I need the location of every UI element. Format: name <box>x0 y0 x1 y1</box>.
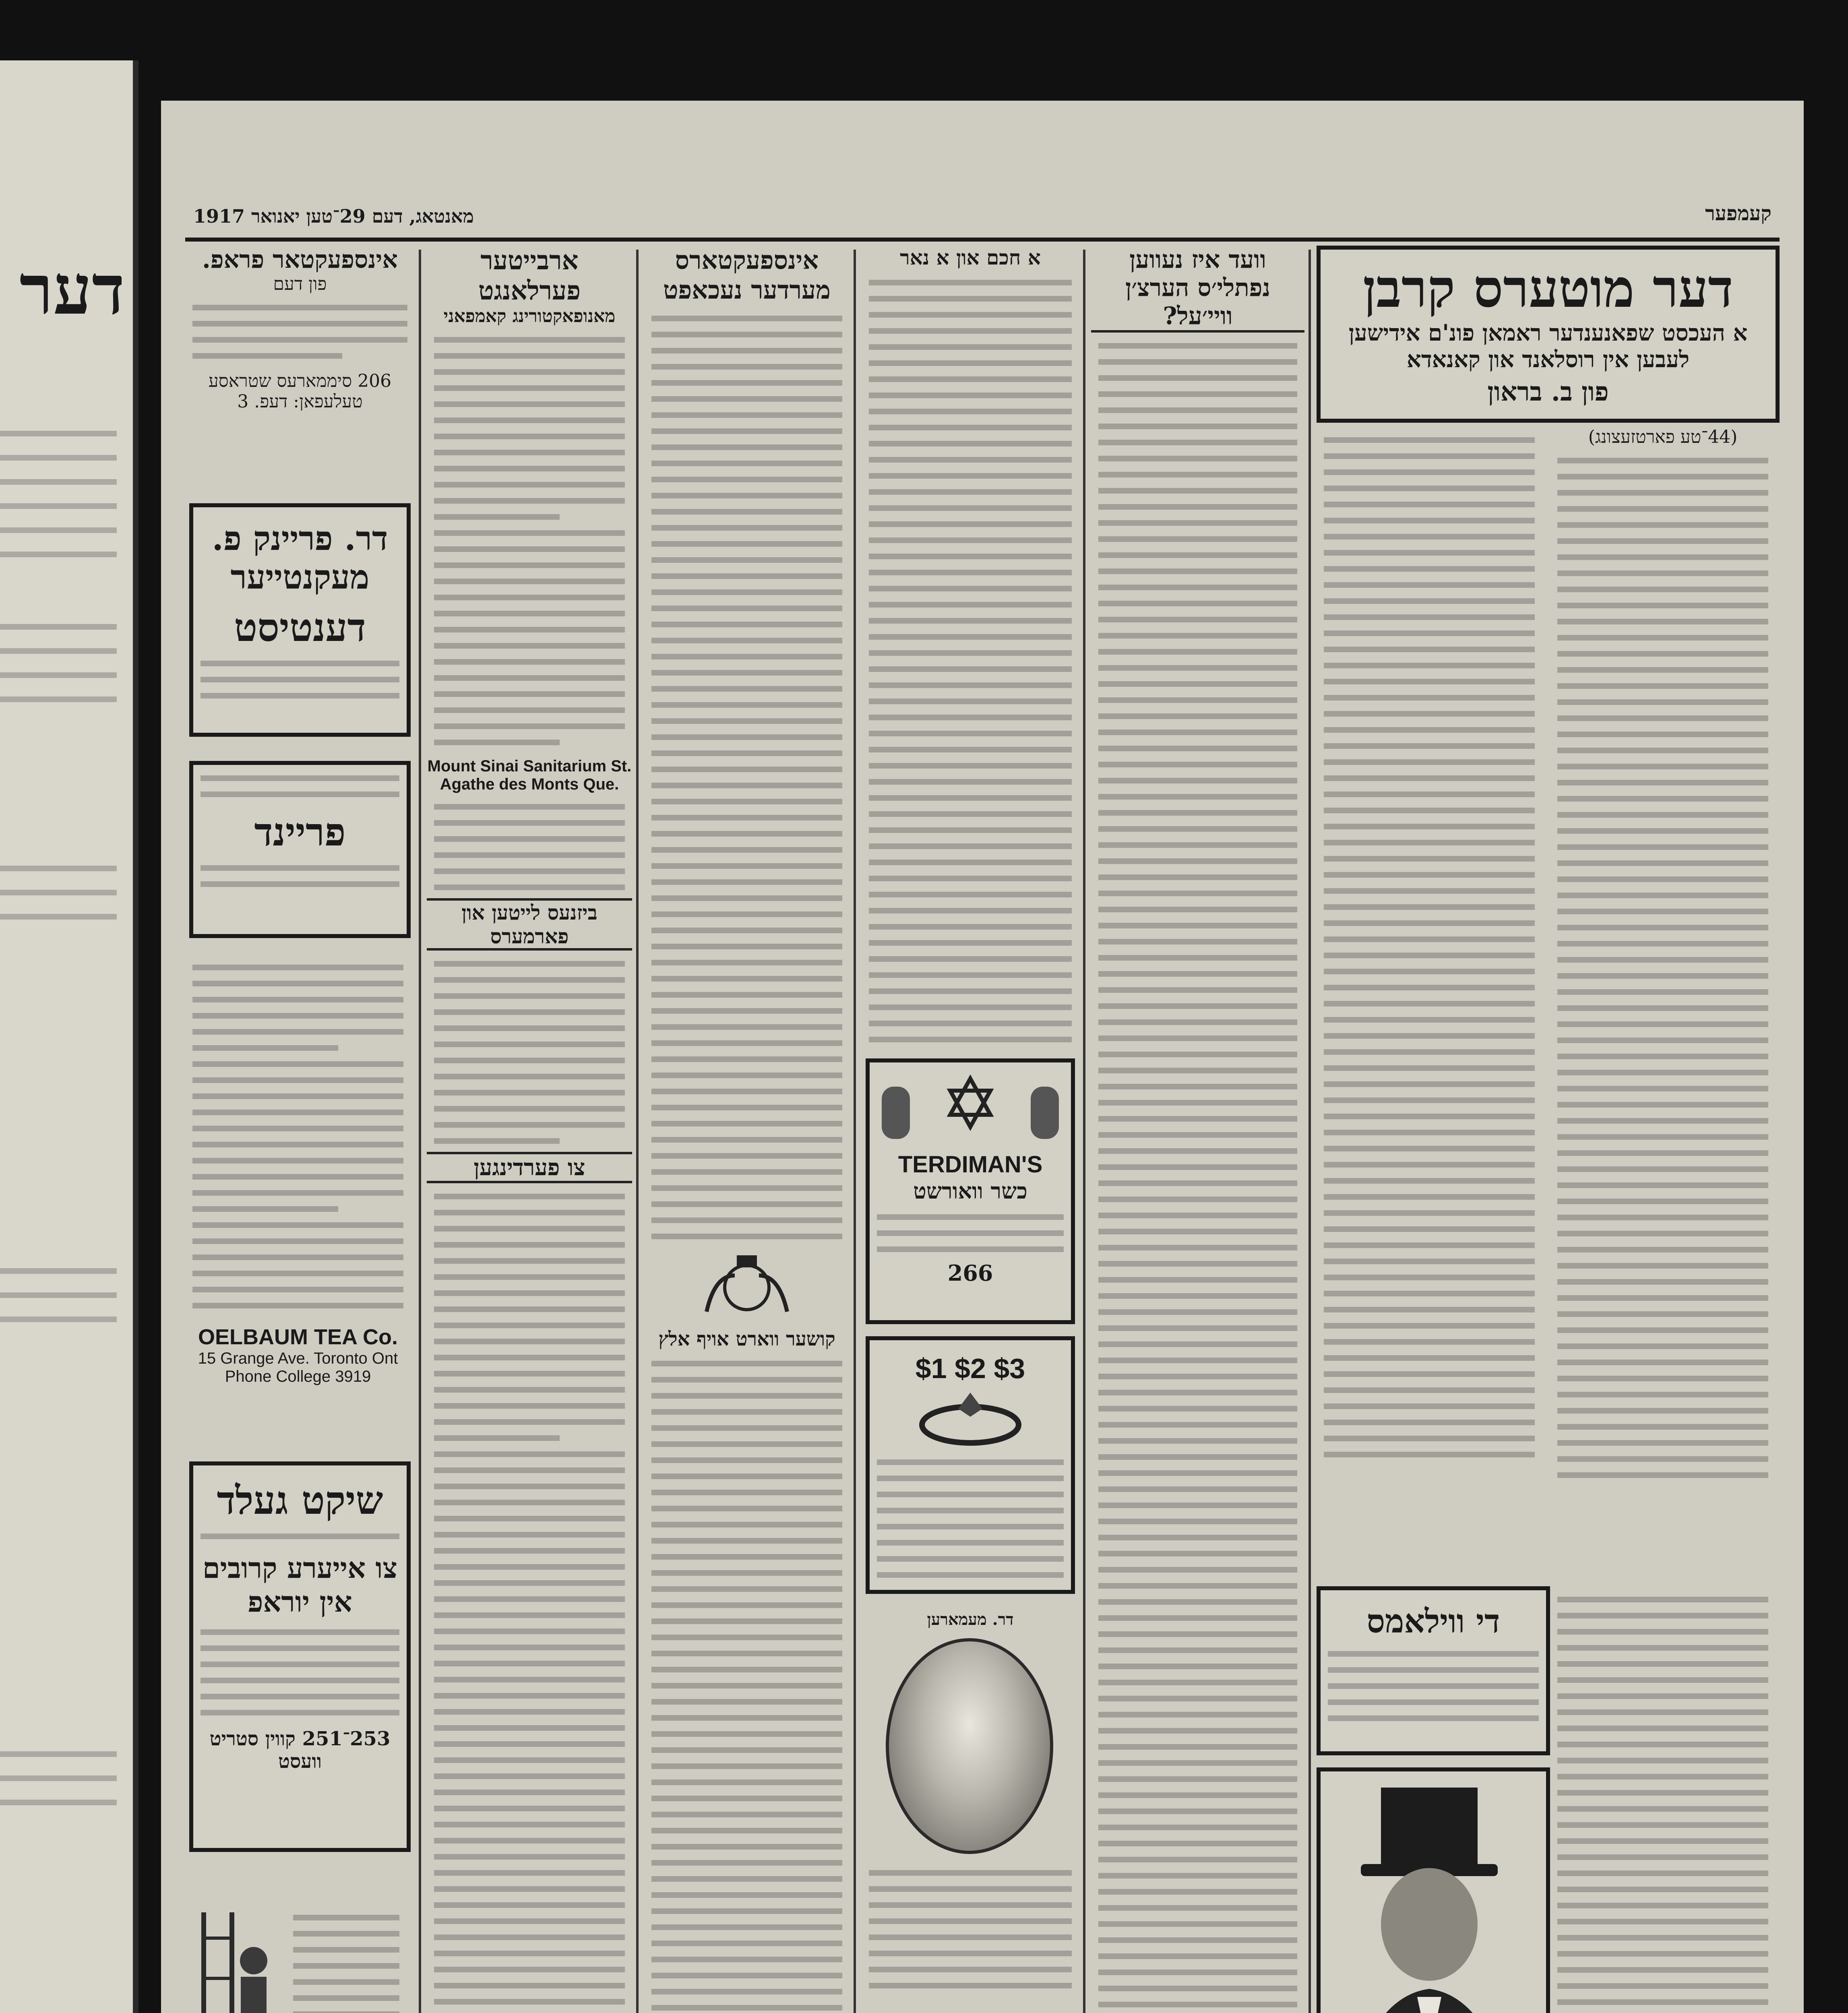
money-address: 253־251 קווין סטריט וועסט <box>209 1728 391 1773</box>
tea-phone: Phone College 3919 <box>225 1368 371 1385</box>
previous-page-sliver <box>0 60 138 2013</box>
terdimans-label: כשר וואורשט <box>913 1178 1027 1204</box>
portrait-photo <box>886 1638 1053 1854</box>
column-rule <box>419 250 421 2013</box>
header-rule <box>185 238 1780 242</box>
dentist-title: דענטיסט <box>234 605 366 650</box>
column-4 <box>644 246 850 2013</box>
tea-company: OELBAUM TEA Co. <box>198 1325 398 1349</box>
sanitarium-heading: Mount Sinai Sanitarium St. Agathe des Monts Que. <box>427 757 632 793</box>
serial-subtitle: א העכסט שפאנענדער ראמאן פונ'ם אידישען לעבען אין רוסלאנד און קאנאדא <box>1348 320 1748 373</box>
money-title: שיקט געלד <box>217 1478 383 1523</box>
royal-crest-icon <box>695 1251 799 1324</box>
masthead-title: קעמפער <box>1705 201 1772 225</box>
serial-chapter: (44־טע פארטזעצונג) <box>1588 427 1738 447</box>
newspaper-page <box>161 101 1804 2013</box>
column-6 <box>185 246 415 2013</box>
dentist-name: דר. פריינק פ. מעקנטייער <box>212 519 388 597</box>
tea-address: 15 Grange Ave. Toronto Ont <box>198 1350 398 1367</box>
column-5-heading: ארבייטער פערלאנגט <box>478 246 581 306</box>
column-rule <box>1308 250 1311 2013</box>
column-1 <box>1317 246 1780 2013</box>
money-transfer-ad <box>189 1461 411 1852</box>
column-rule <box>636 250 639 2013</box>
column-4-subheading: קושער ווארט אויף אלץ <box>658 1328 835 1350</box>
column-4-heading: אינספעקטארס מערדער נעכאפט <box>663 246 831 305</box>
column-3-heading: א חכם און א נאר <box>900 246 1041 269</box>
serial-col-right <box>1550 427 1776 1554</box>
serial-title-box <box>1317 246 1780 423</box>
price-list: $1 $2 $3 <box>915 1353 1025 1384</box>
ring-illustration <box>910 1389 1031 1449</box>
serial-title: דער מוטערס קרבן <box>1363 258 1733 319</box>
terdimans-phone: 266 <box>947 1260 993 1286</box>
wanted-heading: ביזנעס לייטען און פארמערס <box>427 898 632 951</box>
window-cleaner-illustration <box>193 1912 274 2013</box>
top-hat-man-illustration <box>1321 1771 1538 2013</box>
column-2 <box>1091 246 1304 2013</box>
column-5 <box>427 246 632 2013</box>
running-header <box>185 201 1780 234</box>
tea-article <box>185 954 411 1386</box>
friend-ad <box>189 761 411 938</box>
price-ad <box>866 1336 1075 1594</box>
column-5-subheading: מאנופאקטורינג קאמפאני <box>443 306 616 327</box>
column-rule <box>1083 250 1085 2013</box>
window-cleaning-ad <box>185 1888 411 2013</box>
date-line: מאנטאג, דעם 29־טען יאנואר 1917 <box>193 205 474 227</box>
column-6-subheading: פון דעם <box>273 274 327 294</box>
column-6-address: 206 סיממארעס שטראסע טעלעפאן: דעפ. 3 <box>208 371 392 412</box>
terdimans-ad <box>866 1058 1075 1324</box>
williams-ad <box>1317 1586 1550 1755</box>
serial-col-right-continued <box>1550 1586 1776 2013</box>
column-2-heading: וועד איז נעווען נפתלי׳ס הערצ׳ן וויי׳על? <box>1091 246 1304 333</box>
column-6-heading: אינספעקטאר פראפ. <box>202 246 398 274</box>
williams-title: די ווילאמס <box>1366 1602 1500 1640</box>
terdimans-brand: TERDIMAN'S <box>898 1151 1043 1178</box>
serial-col-left <box>1317 427 1542 1554</box>
serial-author: פון ב. בראון <box>1487 377 1609 407</box>
star-of-david-icon <box>874 1071 1067 1151</box>
column-rule <box>854 250 856 2013</box>
portrait-caption: דר. מעמארען <box>927 1610 1014 1629</box>
dentist-ad <box>189 503 411 737</box>
portrait-article <box>862 1610 1079 2013</box>
money-subtitle: צו אייערע קרובים אין יוראפ <box>202 1551 398 1618</box>
friend-title: פריינד <box>254 809 346 855</box>
sliver-heading: דער <box>19 250 125 330</box>
cigar-ad <box>1317 1767 1550 2013</box>
for-rent-heading: צו פערדינגען <box>427 1152 632 1183</box>
column-3 <box>862 246 1079 2013</box>
